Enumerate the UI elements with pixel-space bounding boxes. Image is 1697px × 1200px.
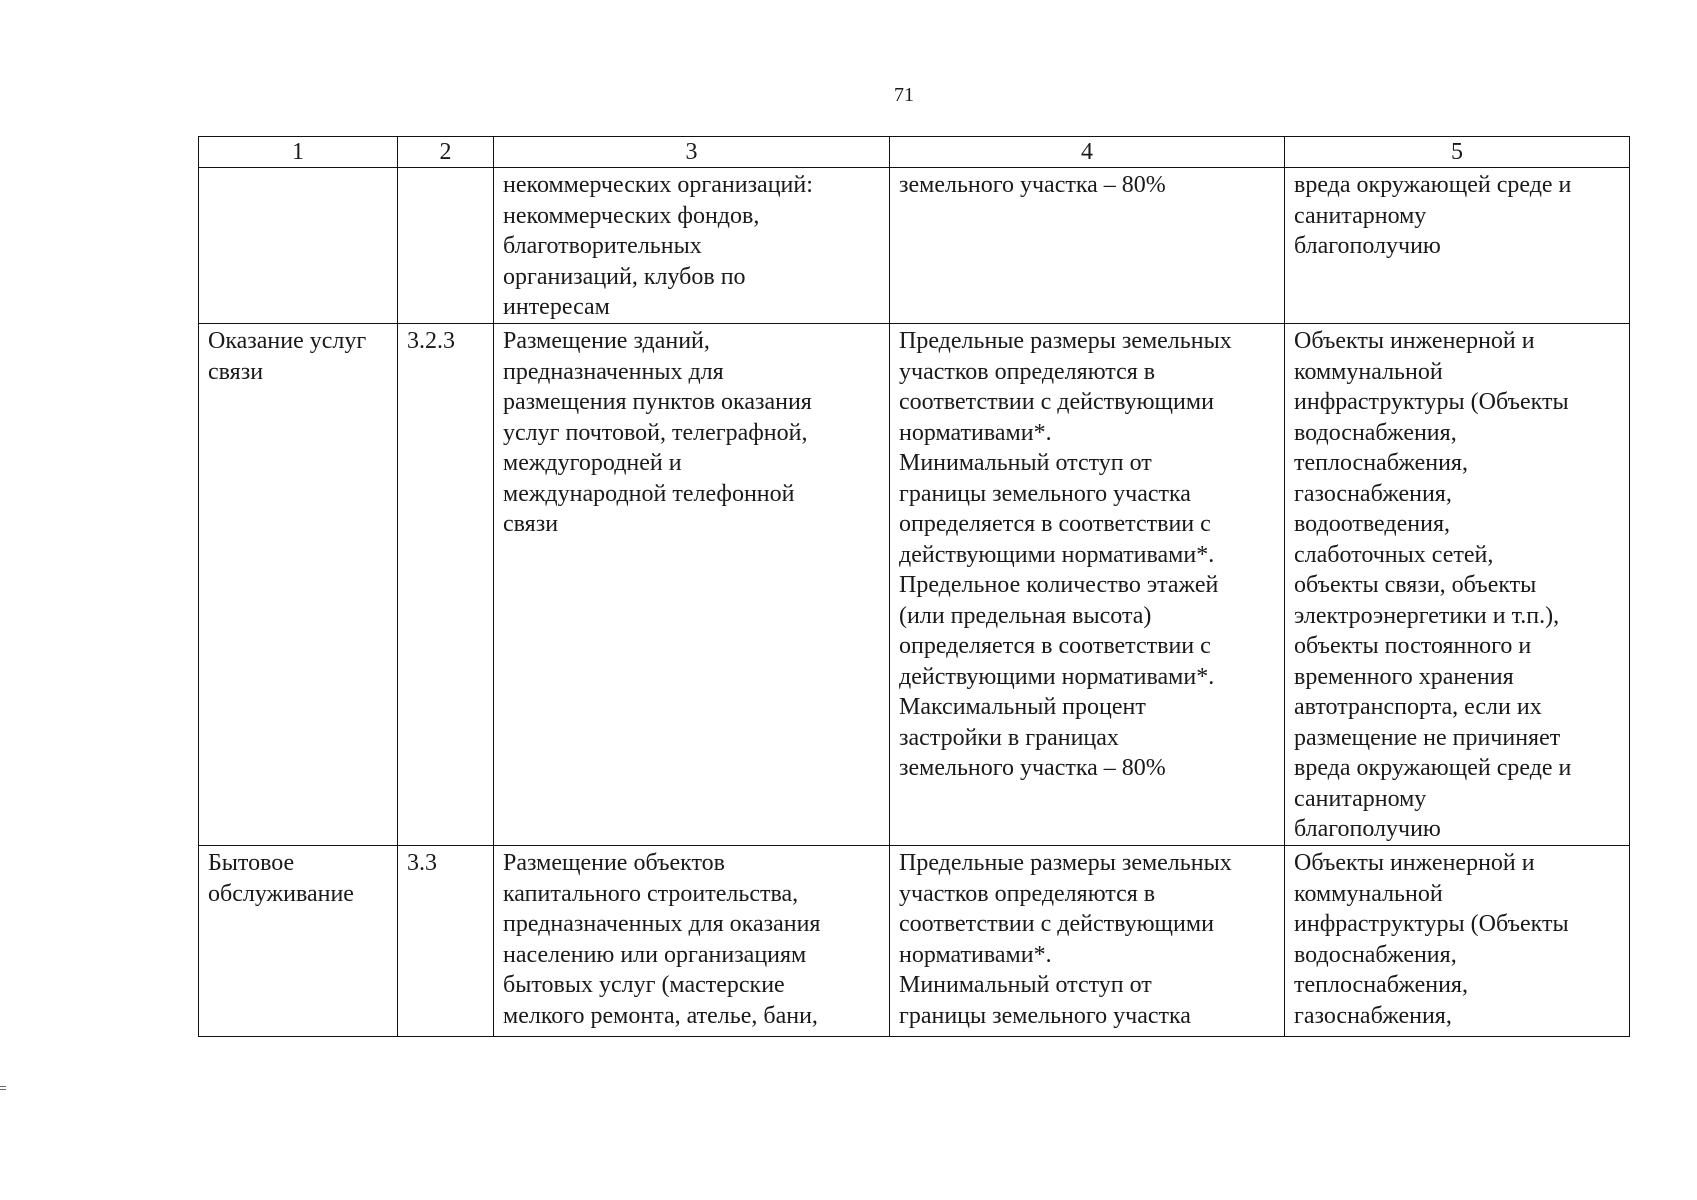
- cell-text-line: организаций, клубов по: [503, 263, 746, 290]
- parameters-cell: [890, 324, 1285, 846]
- parameters-cell: [890, 846, 1285, 1037]
- cell-text-line: санитарному: [1294, 202, 1427, 229]
- table-row: [199, 846, 1630, 1037]
- column-header-2: 2: [398, 137, 494, 168]
- auxiliary-uses-cell: [1285, 324, 1630, 846]
- cell-text-line: электроэнергетики и т.п.),: [1294, 602, 1560, 629]
- cell-text-line: участков определяются в: [899, 880, 1156, 907]
- auxiliary-uses-cell: [1285, 846, 1630, 1037]
- description-cell: [494, 324, 890, 846]
- cell-text-line: санитарному: [1294, 785, 1427, 812]
- cell-text-line: определяется в соответствии с: [899, 511, 1211, 537]
- scan-edge-mark: [0, 1086, 6, 1090]
- auxiliary-uses-cell: [1285, 168, 1630, 324]
- cell-text-line: международной телефонной: [503, 480, 795, 507]
- cell-text-line: слаботочных сетей,: [1294, 541, 1494, 568]
- code-cell: [398, 168, 494, 324]
- cell-text-line: Оказание услуг: [208, 328, 367, 354]
- cell-text-line: Бытовое: [208, 850, 295, 876]
- cell-text-line: (или предельная высота): [899, 602, 1152, 629]
- cell-text-line: Предельное количество этажей: [899, 572, 1219, 598]
- column-header-4: 4: [890, 137, 1285, 168]
- cell-text-line: вреда окружающей среде и: [1294, 755, 1572, 781]
- cell-text-line: соответствии с действующими: [899, 389, 1214, 415]
- table-row: [199, 324, 1630, 846]
- code-cell: [398, 846, 494, 1037]
- parameters-cell: [890, 168, 1285, 324]
- name-cell: [199, 168, 398, 324]
- cell-text-line: Минимальный отступ от: [899, 450, 1152, 476]
- cell-text-line: теплоснабжения,: [1294, 450, 1468, 476]
- cell-text-line: Размещение зданий,: [503, 328, 710, 354]
- table-body: [199, 168, 1630, 1037]
- cell-text-line: водоснабжения,: [1294, 419, 1457, 446]
- name-cell: [199, 324, 398, 846]
- cell-text-line: услуг почтовой, телеграфной,: [503, 419, 808, 446]
- cell-text-line: газоснабжения,: [1294, 480, 1452, 507]
- cell-text-line: газоснабжения,: [1294, 1002, 1452, 1029]
- cell-text-line: Объекты инженерной и: [1294, 850, 1535, 876]
- cell-text-line: предназначенных для оказания: [503, 911, 821, 937]
- cell-text-line: объекты связи, объекты: [1294, 572, 1537, 598]
- regulations-table: [198, 136, 1630, 1037]
- cell-text-line: Предельные размеры земельных: [899, 328, 1232, 354]
- cell-text-line: связи: [208, 358, 264, 385]
- cell-text-line: междугородней и: [503, 450, 682, 476]
- description-cell: [494, 846, 890, 1037]
- cell-text-line: Объекты инженерной и: [1294, 328, 1535, 354]
- cell-text-line: Предельные размеры земельных: [899, 850, 1232, 876]
- cell-text-line: нормативами*.: [899, 941, 1052, 968]
- cell-text-line: водоотведения,: [1294, 511, 1450, 537]
- cell-text-line: коммунальной: [1294, 358, 1443, 385]
- cell-text-line: некоммерческих фондов,: [503, 202, 760, 229]
- cell-text-line: земельного участка – 80%: [899, 172, 1166, 198]
- table-row: [199, 168, 1630, 324]
- cell-text-line: благотворительных: [503, 233, 702, 259]
- cell-text-line: предназначенных для: [503, 358, 724, 385]
- name-cell: [199, 846, 398, 1037]
- cell-text-line: благополучию: [1294, 233, 1441, 259]
- cell-text-line: Размещение объектов: [503, 850, 725, 876]
- cell-text-line: соответствии с действующими: [899, 911, 1214, 937]
- cell-text-line: действующими нормативами*.: [899, 541, 1215, 568]
- cell-text-line: некоммерческих организаций:: [503, 172, 813, 198]
- column-header-3: 3: [494, 137, 890, 168]
- cell-text-line: мелкого ремонта, ателье, бани,: [503, 1002, 818, 1029]
- cell-text-line: застройки в границах: [899, 724, 1119, 751]
- cell-text-line: бытовых услуг (мастерские: [503, 972, 785, 998]
- cell-text-line: благополучию: [1294, 816, 1441, 842]
- cell-text-line: 3.3: [407, 850, 437, 876]
- cell-text-line: Минимальный отступ от: [899, 972, 1152, 998]
- cell-text-line: границы земельного участка: [899, 480, 1191, 507]
- cell-text-line: обслуживание: [208, 880, 354, 907]
- cell-text-line: инфраструктуры (Объекты: [1294, 389, 1569, 415]
- cell-text-line: водоснабжения,: [1294, 941, 1457, 968]
- table-header-row: [199, 137, 1630, 168]
- cell-text-line: коммунальной: [1294, 880, 1443, 907]
- cell-text-line: объекты постоянного и: [1294, 633, 1532, 659]
- cell-text-line: размещения пунктов оказания: [503, 389, 812, 415]
- cell-text-line: автотранспорта, если их: [1294, 694, 1542, 720]
- cell-text-line: капитального строительства,: [503, 880, 799, 907]
- cell-text-line: земельного участка – 80%: [899, 755, 1166, 781]
- description-cell: [494, 168, 890, 324]
- cell-text-line: теплоснабжения,: [1294, 972, 1468, 998]
- cell-text-line: определяется в соответствии с: [899, 633, 1211, 659]
- cell-text-line: интересам: [503, 294, 610, 320]
- column-header-1: 1: [199, 137, 398, 168]
- cell-text-line: временного хранения: [1294, 663, 1514, 690]
- cell-text-line: действующими нормативами*.: [899, 663, 1215, 690]
- cell-text-line: инфраструктуры (Объекты: [1294, 911, 1569, 937]
- page-number: 71: [894, 84, 914, 106]
- code-cell: [398, 324, 494, 846]
- cell-text-line: связи: [503, 511, 559, 537]
- cell-text-line: вреда окружающей среде и: [1294, 172, 1572, 198]
- cell-text-line: границы земельного участка: [899, 1002, 1191, 1029]
- cell-text-line: Максимальный процент: [899, 694, 1146, 720]
- column-header-5: 5: [1285, 137, 1630, 168]
- cell-text-line: населению или организациям: [503, 941, 807, 968]
- cell-text-line: размещение не причиняет: [1294, 724, 1561, 751]
- cell-text-line: 3.2.3: [407, 328, 455, 354]
- cell-text-line: участков определяются в: [899, 358, 1156, 385]
- cell-text-line: нормативами*.: [899, 419, 1052, 446]
